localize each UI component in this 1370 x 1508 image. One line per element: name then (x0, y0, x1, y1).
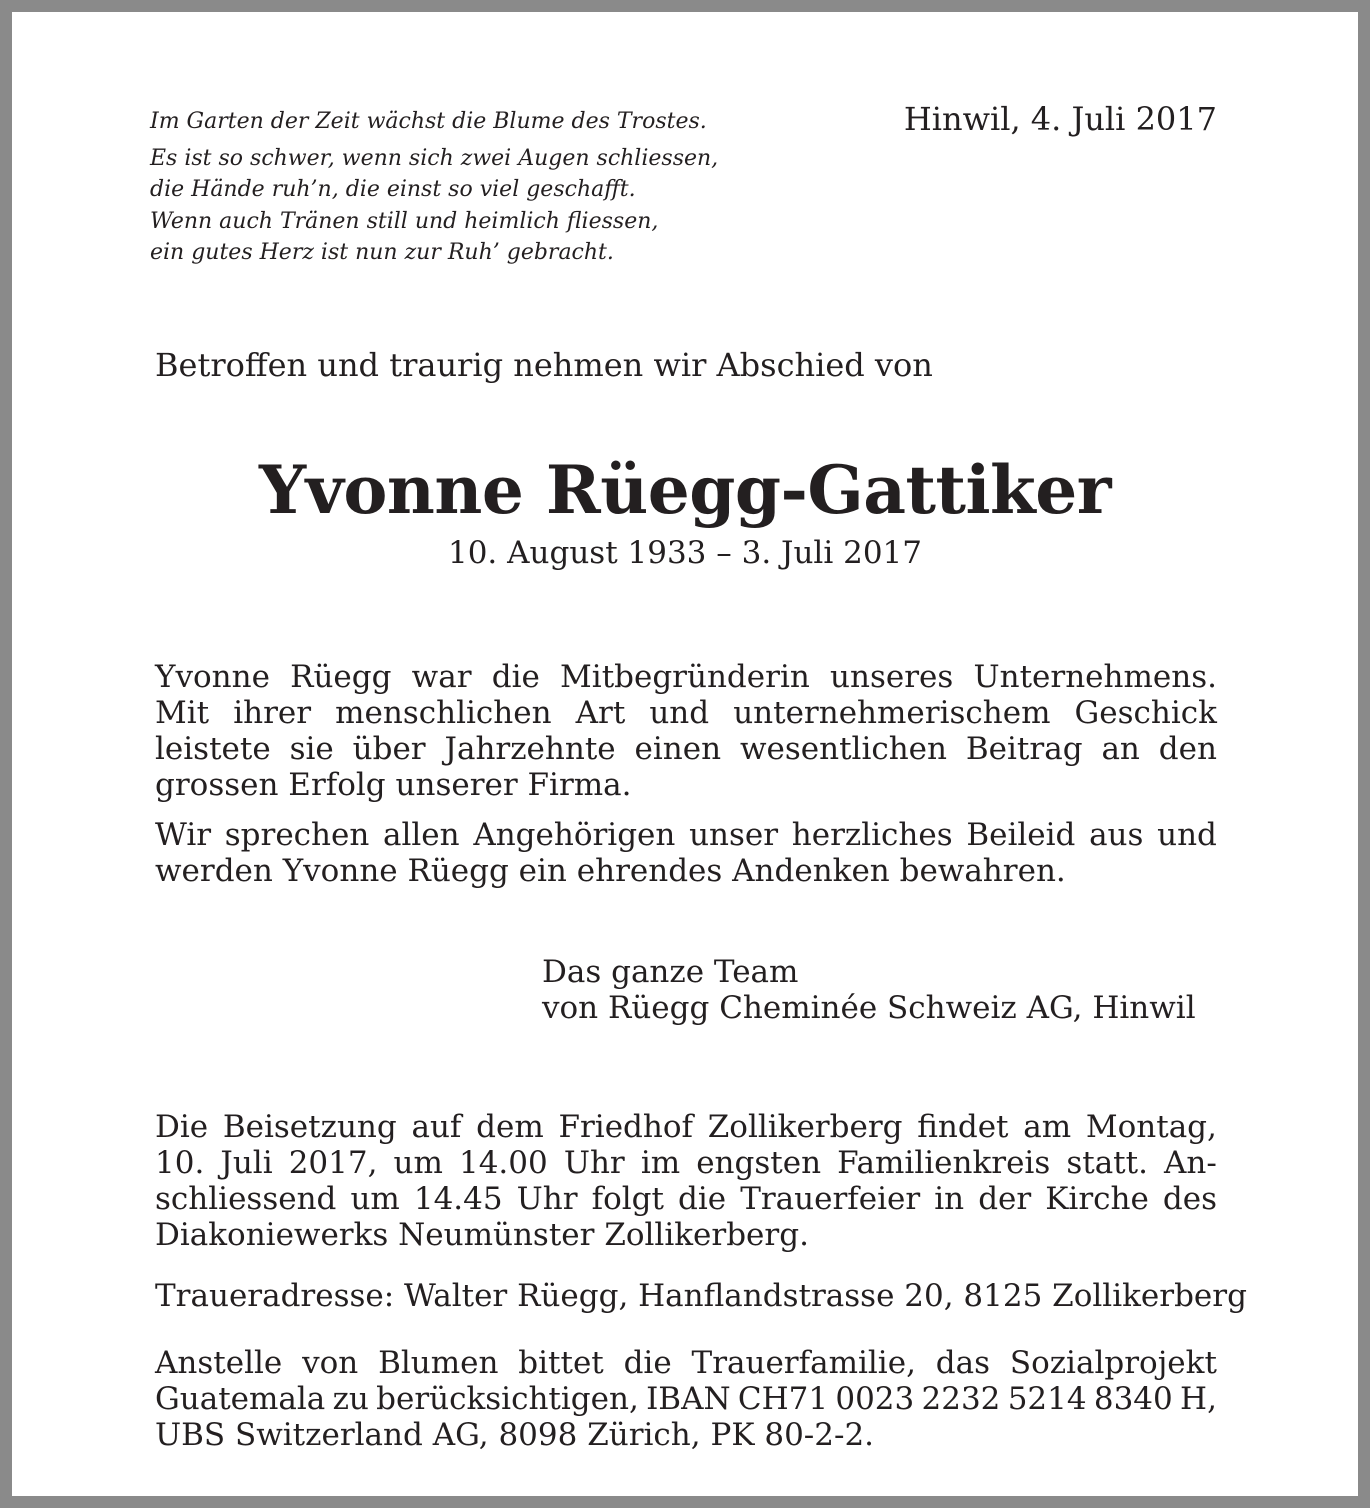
word: 5214 (1007, 1381, 1087, 1417)
word: leistete (155, 731, 271, 767)
word: auf (411, 1109, 462, 1145)
signature (542, 954, 1196, 1026)
word: in (934, 1181, 965, 1217)
word: Beileid (966, 817, 1076, 853)
text-line: UBS Switzerland AG, 8098 Zürich, PK 80-2-2. (155, 1417, 875, 1453)
text-line (155, 659, 1217, 695)
word: die (491, 659, 540, 695)
word: Geschick (1074, 695, 1217, 731)
word: 14.45 (413, 1181, 503, 1217)
word: schliessend (155, 1181, 337, 1217)
word: einen (634, 731, 722, 767)
text-line (155, 1181, 1217, 1217)
deceased-name: Yvonne Rüegg-Gattiker (258, 451, 1112, 529)
word: Mitbegründerin (560, 659, 810, 695)
word: und (1157, 817, 1217, 853)
word: unternehmerischem (733, 695, 1051, 731)
text-line (155, 731, 1217, 767)
word: um (393, 1145, 443, 1181)
word: IBAN (646, 1381, 731, 1417)
word: bittet (518, 1345, 604, 1381)
word: engsten (696, 1145, 822, 1181)
word: findet (917, 1109, 1009, 1145)
text-line: werden Yvonne Rüegg ein ehrendes Andenken bewahren. (155, 853, 1066, 889)
text-line (155, 695, 1217, 731)
word: Uhr (563, 1145, 625, 1181)
obituary-page (12, 12, 1358, 1496)
word: Guatemala (155, 1381, 326, 1417)
donation-paragraph (155, 1345, 1217, 1453)
word: berücksichtigen, (376, 1381, 639, 1417)
word: sprechen (224, 817, 370, 853)
word: Yvonne (155, 659, 270, 695)
text-line (155, 817, 1217, 853)
word: allen (383, 817, 460, 853)
word: Mit (155, 695, 210, 731)
word: unseres (830, 659, 954, 695)
word: 2017, (288, 1145, 378, 1181)
word: Zollikerberg (707, 1109, 903, 1145)
text-line (155, 1345, 1217, 1381)
word: Anstelle (155, 1345, 283, 1381)
mourning-address: Traueradresse: Walter Rüegg, Hanflandstrasse 20, 8125 Zollikerberg (155, 1278, 1247, 1314)
motto-line: die Hände ruh’n, die einst so viel geschafft. (150, 177, 636, 202)
condolence-paragraph (155, 817, 1217, 889)
word: aus (1089, 817, 1144, 853)
word: wesentlichen (739, 731, 947, 767)
word: H, (1180, 1381, 1217, 1417)
word: Kirche (1045, 1181, 1149, 1217)
word: über (352, 731, 426, 767)
word: 0023 (835, 1381, 915, 1417)
word: Angehörigen (473, 817, 676, 853)
word: Uhr (516, 1181, 578, 1217)
word: Jahrzehnte (444, 731, 616, 767)
word: den (1158, 731, 1217, 767)
word: Beitrag (965, 731, 1083, 767)
word: Art (575, 695, 626, 731)
word: und (649, 695, 710, 731)
word: Familienkreis (837, 1145, 1051, 1181)
word: Unternehmens. (973, 659, 1217, 695)
place-date: Hinwil, 4. Juli 2017 (903, 100, 1217, 138)
word: um (350, 1181, 400, 1217)
word: Sozialprojekt (1009, 1345, 1217, 1381)
word: Trauerfeier (740, 1181, 921, 1217)
word: von (302, 1345, 359, 1381)
motto-poem (150, 106, 810, 269)
word: das (935, 1345, 990, 1381)
motto-line: ein gutes Herz ist nun zur Ruh’ gebracht. (150, 240, 614, 265)
word: am (1023, 1109, 1072, 1145)
word: der (978, 1181, 1032, 1217)
word: Juli (220, 1145, 273, 1181)
word: 10. (155, 1145, 205, 1181)
word: die (623, 1345, 672, 1381)
word: 2232 (921, 1381, 1001, 1417)
word: CH71 (737, 1381, 829, 1417)
motto-line: Es ist so schwer, wenn sich zwei Augen schliessen, (150, 145, 719, 171)
word: statt. (1066, 1145, 1148, 1181)
word: Die (155, 1109, 209, 1145)
word: folgt (591, 1181, 664, 1217)
word: dem (476, 1109, 544, 1145)
word: menschlichen (335, 695, 552, 731)
word: Trauerfamilie, (691, 1345, 916, 1381)
word: unser (689, 817, 779, 853)
word: An- (1164, 1145, 1217, 1181)
signature-line: Das ganze Team (542, 954, 799, 990)
word: Rüegg (290, 659, 392, 695)
motto-line: Im Garten der Zeit wächst die Blume des Trostes. (150, 109, 707, 134)
word: Friedhof (558, 1109, 693, 1145)
life-dates: 10. August 1933 – 3. Juli 2017 (447, 535, 923, 571)
text-line: Diakoniewerks Neumünster Zollikerberg. (155, 1217, 809, 1253)
word: die (678, 1181, 727, 1217)
word: Montag, (1085, 1109, 1217, 1145)
signature-line: von Rüegg Cheminée Schweiz AG, Hinwil (542, 990, 1196, 1026)
word: war (411, 659, 472, 695)
word: an (1101, 731, 1140, 767)
text-line (155, 1109, 1217, 1145)
word: des (1162, 1181, 1217, 1217)
text-line (155, 1381, 1217, 1417)
word: Beisetzung (222, 1109, 397, 1145)
word: 14.00 (458, 1145, 548, 1181)
word: Wir (155, 817, 212, 853)
tribute-paragraph (155, 659, 1217, 803)
motto-line: Wenn auch Tränen still und heimlich fliessen, (150, 208, 659, 234)
word: im (640, 1145, 681, 1181)
word: ihrer (233, 695, 312, 731)
word: herzliches (791, 817, 953, 853)
text-line (155, 1145, 1217, 1181)
intro-text: Betroffen und traurig nehmen wir Abschied von (155, 346, 933, 384)
word: 8340 (1093, 1381, 1173, 1417)
burial-paragraph (155, 1109, 1217, 1253)
word: zu (332, 1381, 369, 1417)
word: Blumen (378, 1345, 499, 1381)
text-line: grossen Erfolg unserer Firma. (155, 767, 632, 803)
word: sie (289, 731, 334, 767)
